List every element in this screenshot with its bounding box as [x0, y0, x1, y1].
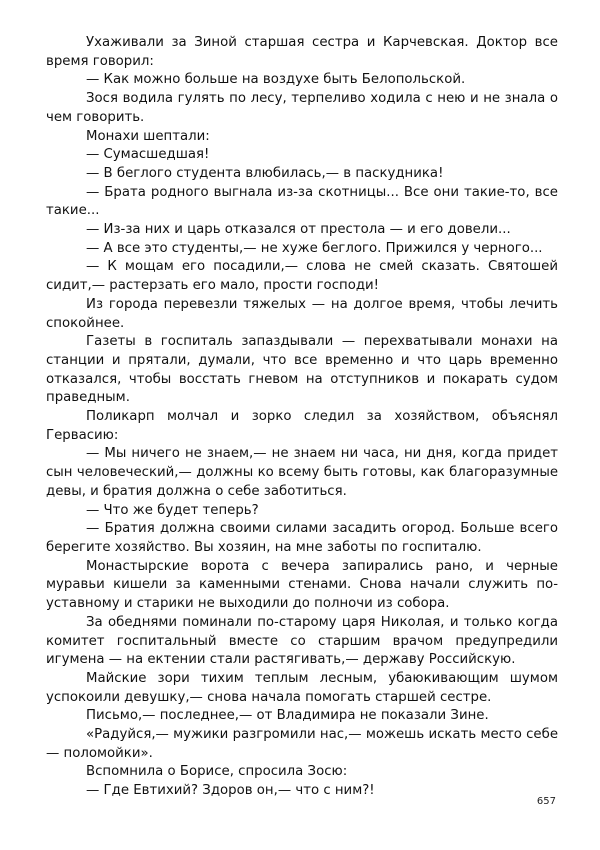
paragraph: Ухаживали за Зиной старшая сестра и Карчевская. Доктор все время говорил: — [46, 35, 558, 69]
paragraph: — Из-за них и царь отказался от престола — и его довели... — [86, 222, 511, 238]
paragraph: Майские зори тихим теплым лесным, убаюкивающим шумом успокоили девушку,— снова начала помогать старшей сестре. — [46, 670, 558, 705]
paragraph: Монастырские ворота с вечера запирались рано, и черные муравьи кишели за каменными стенами. Снова начали служить по-уставному и старики не выходили до полночи из собора. — [46, 558, 558, 612]
paragraph: Монахи шептали: — [86, 128, 210, 144]
paragraph: Поликарп молчал и зорко следил за хозяйством, объяснял Гервасию: — [46, 409, 558, 443]
paragraph: — Как можно больше на воздухе быть Белопольской. — [86, 72, 466, 88]
paragraph: Из города перевезли тяжелых — на долгое время, чтобы лечить спокойнее. — [46, 296, 558, 331]
paragraph: «Радуйся,— мужики разгромили нас,— можешь искать место себе — поломойки». — [46, 727, 558, 761]
paragraph: — Мы ничего не знаем,— не знаем ни часа, ни дня, когда придет сын человеческий,— должны ко всему быть готовы, как благоразумные девы, и братия должна о себе заботиться. — [46, 446, 558, 499]
paragraph: — Сумасшедшая! — [86, 147, 210, 163]
paragraph: Вспомнила о Борисе, спросила Зосю: — [86, 764, 348, 780]
page-text — [46, 34, 558, 801]
paragraph: Зося водила гулять по лесу, терпеливо ходила с нею и не знала о чем говорить. — [46, 91, 558, 125]
paragraph: — К мощам его посадили,— слова не смей сказать. Святошей сидит,— растерзать его мало, прости господи! — [46, 259, 558, 294]
paragraph: — Что же будет теперь? — [86, 502, 259, 518]
paragraph: — В беглого студента влюбилась,— в паскудника! — [86, 165, 444, 181]
paragraph: — А все это студенты,— не хуже беглого. Прижился у черного... — [86, 240, 543, 256]
paragraph: Газеты в госпиталь запаздывали — перехватывали монахи на станции и прятали, думали, что все временно и что царь временно отказался, чтобы восстать гневом на отступников и покарать судом праведным. — [46, 334, 558, 406]
page-number: 657 — [536, 796, 556, 807]
paragraph: — Где Евтихий? Здоров он,— что с ним?! — [86, 783, 375, 799]
paragraph: Письмо,— последнее,— от Владимира не показали Зине. — [86, 708, 489, 724]
paragraph: — Братия должна своими силами засадить огород. Больше всего берегите хозяйство. Вы хозяин, на мне заботы по госпиталю. — [46, 521, 558, 555]
paragraph: За обеднями поминали по-старому царя Николая, и только когда комитет госпитальный вместе со старшим врачом предупредили игумена — на ектении стали растягивать,— державу Российскую. — [46, 614, 558, 668]
paragraph: — Брата родного выгнала из-за скотницы... Все они такие-то, все такие... — [46, 184, 558, 219]
